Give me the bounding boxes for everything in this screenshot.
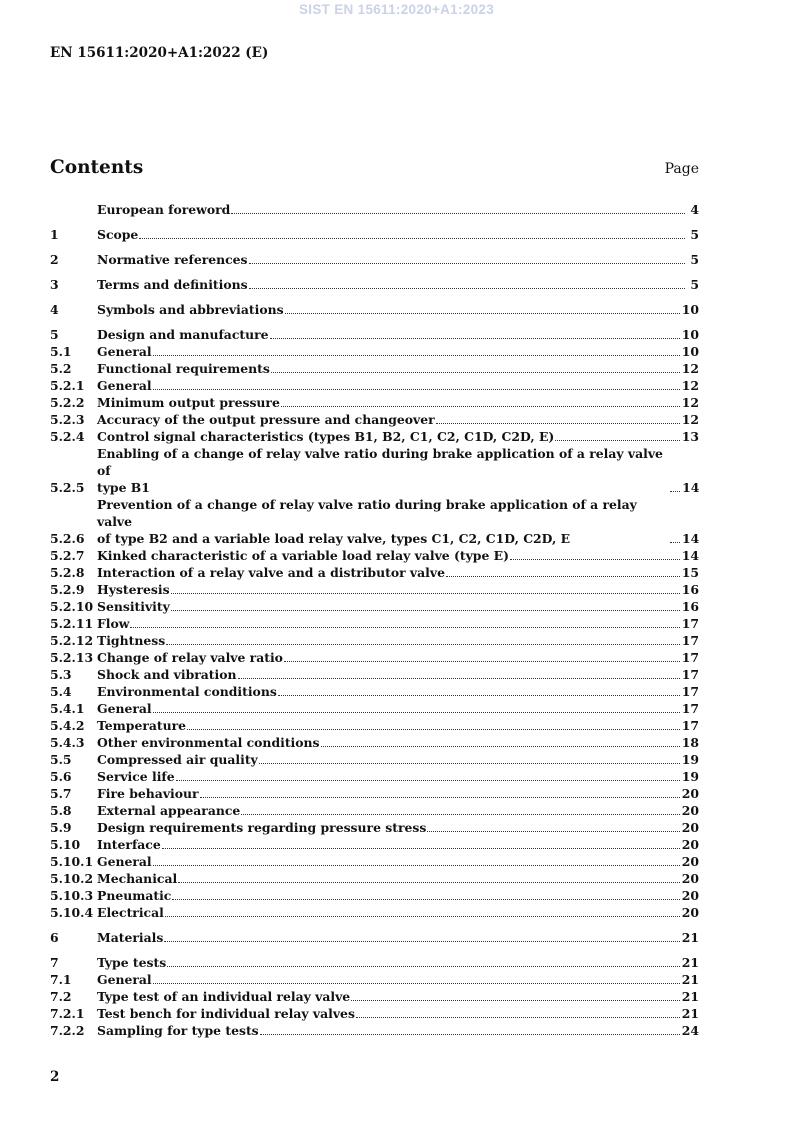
toc-entry-title-line: General: [97, 701, 152, 716]
toc-entry-title: [97, 251, 248, 268]
toc-entry[interactable]: [50, 301, 699, 318]
dot-leader: [178, 882, 680, 883]
toc-entry-page: 16: [681, 599, 699, 614]
dot-leader: [321, 746, 680, 747]
toc-entry[interactable]: [50, 954, 699, 971]
page-column-label: Page: [664, 161, 699, 177]
toc-entry[interactable]: [50, 360, 699, 377]
toc-entry-title-line: Shock and vibration: [97, 667, 237, 682]
watermark: SIST EN 15611:2020+A1:2023: [298, 2, 495, 17]
toc-entry[interactable]: [50, 547, 699, 564]
toc-entry-page: 20: [681, 837, 699, 852]
toc-entry-page: 20: [681, 820, 699, 835]
toc-entry-title-line: Materials: [97, 930, 164, 945]
document-identifier: EN 15611:2020+A1:2022 (E): [50, 45, 269, 61]
toc-entry-number: 5.2.1: [50, 378, 85, 393]
toc-entry-title: [97, 802, 240, 819]
dot-leader: [153, 389, 680, 390]
toc-entry-title: [97, 301, 284, 318]
dot-leader: [260, 1034, 680, 1035]
toc-entry-title-line: Test bench for individual relay valves: [97, 1006, 355, 1021]
toc-entry-page: 15: [681, 565, 699, 580]
dot-leader: [510, 559, 680, 560]
toc-entry-number: 7.2.1: [50, 1006, 85, 1021]
toc-entry[interactable]: [50, 904, 699, 921]
toc-entry-number: 5.4: [50, 684, 72, 699]
toc-entry-title: [97, 201, 230, 218]
toc-entry-number: 5.1: [50, 344, 72, 359]
toc-entry-title: [97, 929, 163, 946]
toc-entry-title: [97, 988, 350, 1005]
toc-entry[interactable]: [50, 598, 699, 615]
toc-entry-title-line: Minimum output pressure: [97, 395, 280, 410]
toc-entry-number: 5.2.8: [50, 565, 85, 580]
toc-entry[interactable]: [50, 1022, 699, 1039]
toc-entry-page: 20: [681, 803, 699, 818]
toc-entry-number: 3: [50, 277, 59, 292]
dot-leader: [555, 440, 679, 441]
toc-entry-title-line: External appearance: [97, 803, 241, 818]
toc-entry-page: 21: [681, 930, 699, 945]
dot-leader: [446, 576, 680, 577]
dot-leader: [153, 712, 680, 713]
toc-entry-number: 5.2.3: [50, 412, 85, 427]
dot-leader: [278, 695, 680, 696]
toc-entry-title-line: Electrical: [97, 905, 164, 920]
toc-entry-title: [97, 1005, 355, 1022]
toc-entry-number: 6: [50, 930, 59, 945]
toc-entry-title-line: Type test of an individual relay valve: [97, 989, 351, 1004]
dot-leader: [153, 865, 680, 866]
toc-entry[interactable]: [50, 201, 699, 218]
toc-entry-number: 1: [50, 227, 59, 242]
toc-entry[interactable]: [50, 785, 699, 802]
toc-entry-number: 5.10.2: [50, 871, 94, 886]
toc-entry-page: 17: [681, 633, 699, 648]
dot-leader: [176, 780, 680, 781]
toc-entry-title-line: Fire behaviour: [97, 786, 199, 801]
toc-entry-title-line: European foreword: [97, 202, 231, 217]
toc-entry-title-line: Flow: [97, 616, 130, 631]
toc-entry-title: [97, 734, 320, 751]
dot-leader: [427, 831, 679, 832]
toc-entry-page: 21: [681, 989, 699, 1004]
footer-page-number: 2: [50, 1069, 60, 1085]
toc-entry-title: [97, 904, 164, 921]
toc-entry-title-line: General: [97, 854, 152, 869]
toc-entry-page: 21: [681, 1006, 699, 1021]
dot-leader: [241, 814, 679, 815]
toc-entry-title: [97, 683, 277, 700]
toc-entry-page: 10: [681, 302, 699, 317]
toc-entry-title-line: Kinked characteristic of a variable load relay valve (type E): [97, 548, 509, 563]
toc-entry[interactable]: [50, 276, 699, 293]
toc-entry-title-line: Type tests: [97, 955, 167, 970]
toc-entry-title-line: Compressed air quality: [97, 752, 258, 767]
toc-entry-title-line: Scope: [97, 227, 139, 242]
dot-leader: [167, 966, 680, 967]
toc-entry-title-line: Prevention of a change of relay valve ratio during brake application of a relay valve: [97, 497, 637, 529]
toc-entry[interactable]: [50, 411, 699, 428]
toc-entry-number: 5.10.3: [50, 888, 94, 903]
dot-leader: [670, 542, 680, 543]
dot-leader: [249, 263, 685, 264]
toc-entry-number: 5.2.10: [50, 599, 94, 614]
toc-entry[interactable]: [50, 343, 699, 360]
dot-leader: [187, 729, 680, 730]
toc-entry[interactable]: [50, 929, 699, 946]
toc-entry-number: 7.1: [50, 972, 72, 987]
toc-entry-number: 2: [50, 252, 59, 267]
toc-entry[interactable]: [50, 887, 699, 904]
toc-entry-title: [97, 954, 166, 971]
toc-entry-title: [97, 276, 248, 293]
toc-entry-number: 5.2.13: [50, 650, 94, 665]
dot-leader: [153, 355, 680, 356]
toc-entry[interactable]: [50, 615, 699, 632]
toc-entry-number: 5.2.9: [50, 582, 85, 597]
toc-entry-page: 12: [681, 395, 699, 410]
toc-entry-title-line: Sensitivity: [97, 599, 170, 614]
toc-entry[interactable]: [50, 326, 699, 343]
toc-entry-title: [97, 428, 554, 445]
toc-entry-number: 5.4.1: [50, 701, 85, 716]
toc-entry[interactable]: [50, 870, 699, 887]
dot-leader: [436, 423, 680, 424]
toc-entry-number: 5.9: [50, 820, 72, 835]
toc-entry-page: 10: [681, 344, 699, 359]
toc-entry-title-line: Temperature: [97, 718, 187, 733]
toc-entry-page: 17: [681, 650, 699, 665]
toc-entry-title-line: of type B2 and a variable load relay valve, types C1, C2, C1D, C2D, E: [97, 531, 571, 546]
dot-leader: [356, 1017, 680, 1018]
toc-entry[interactable]: [50, 751, 699, 768]
toc-entry[interactable]: [50, 428, 699, 445]
toc-entry-title-line: Interface: [97, 837, 161, 852]
toc-entry[interactable]: [50, 226, 699, 243]
toc-entry-number: 5.10.1: [50, 854, 94, 869]
toc-entry-page: 20: [681, 786, 699, 801]
toc-entry-title: [97, 751, 258, 768]
toc-entry[interactable]: [50, 445, 699, 496]
toc-entry-title: [97, 666, 237, 683]
toc-entry-number: 5.8: [50, 803, 72, 818]
toc-entry-title: [97, 971, 152, 988]
toc-entry[interactable]: [50, 768, 699, 785]
toc-entry-title: [97, 1022, 259, 1039]
dot-leader: [271, 372, 680, 373]
dot-leader: [139, 238, 685, 239]
toc-entry-number: 5: [50, 327, 59, 342]
toc-entry-number: 5.4.2: [50, 718, 85, 733]
dot-leader: [238, 678, 680, 679]
toc-entry-page: 5: [690, 252, 699, 267]
toc-entry-title-line: Design requirements regarding pressure stress: [97, 820, 427, 835]
toc-entry-title-line: Design and manufacture: [97, 327, 269, 342]
toc-entry-title: [97, 377, 152, 394]
table-of-contents: [50, 201, 699, 1039]
toc-entry-page: 10: [681, 327, 699, 342]
toc-entry[interactable]: [50, 377, 699, 394]
dot-leader: [231, 213, 685, 214]
toc-entry-title: [97, 768, 175, 785]
toc-entry-title: [97, 581, 170, 598]
toc-entry-page: 19: [681, 769, 699, 784]
toc-entry-number: 5.2.11: [50, 616, 94, 631]
toc-entry[interactable]: [50, 853, 699, 870]
toc-entry[interactable]: [50, 988, 699, 1005]
toc-entry-page: 14: [681, 531, 700, 546]
toc-entry[interactable]: [50, 666, 699, 683]
toc-entry-title: [97, 411, 435, 428]
dot-leader: [172, 899, 679, 900]
toc-entry-page: 17: [681, 684, 699, 699]
toc-entry-title-line: Accuracy of the output pressure and changeover: [97, 412, 435, 427]
toc-entry[interactable]: [50, 564, 699, 581]
toc-entry-title-line: Symbols and abbreviations: [97, 302, 284, 317]
toc-entry[interactable]: [50, 496, 699, 547]
toc-entry-number: 7: [50, 955, 59, 970]
toc-entry-title: [97, 785, 199, 802]
toc-entry-page: 12: [681, 378, 699, 393]
toc-entry-page: 4: [690, 202, 699, 217]
toc-entry-title: [97, 700, 152, 717]
toc-entry[interactable]: [50, 734, 699, 751]
toc-entry[interactable]: [50, 700, 699, 717]
toc-entry-title: [97, 394, 280, 411]
toc-entry-title: [97, 887, 171, 904]
toc-entry-title: [97, 326, 269, 343]
toc-entry-title: [97, 649, 283, 666]
toc-entry-title-line: Normative references: [97, 252, 248, 267]
toc-entry-title-line: type B1: [97, 480, 150, 495]
toc-entry-page: 17: [681, 718, 699, 733]
toc-entry[interactable]: [50, 971, 699, 988]
toc-entry-title-line: Sampling for type tests: [97, 1023, 259, 1038]
toc-entry-page: 5: [690, 227, 699, 242]
dot-leader: [130, 627, 679, 628]
toc-entry-title: [97, 870, 177, 887]
dot-leader: [670, 491, 680, 492]
dot-leader: [270, 338, 680, 339]
toc-entry[interactable]: [50, 683, 699, 700]
toc-entry-page: 14: [682, 480, 700, 495]
dot-leader: [284, 661, 680, 662]
toc-entry-title-line: Terms and definitions: [97, 277, 248, 292]
toc-entry[interactable]: [50, 649, 699, 666]
toc-entry-title-line: Pneumatic: [97, 888, 172, 903]
toc-entry-page: 20: [681, 871, 699, 886]
toc-entry-title-line: Control signal characteristics (types B1, B2, C1, C2, C1D, C2D, E): [97, 429, 555, 444]
toc-entry-title-line: General: [97, 972, 152, 987]
toc-entry-page: 12: [681, 412, 699, 427]
toc-entry-number: 5.4.3: [50, 735, 85, 750]
dot-leader: [166, 644, 680, 645]
toc-entry-title-line: Change of relay valve ratio: [97, 650, 283, 665]
toc-entry-number: 5.5: [50, 752, 72, 767]
dot-leader: [259, 763, 680, 764]
dot-leader: [165, 916, 680, 917]
toc-entry[interactable]: [50, 394, 699, 411]
toc-entry-title: [97, 445, 669, 496]
toc-entry[interactable]: [50, 1005, 699, 1022]
toc-entry-title: [97, 717, 186, 734]
dot-leader: [200, 797, 680, 798]
toc-entry-number: 5.2.7: [50, 548, 85, 563]
toc-entry-number: 5.2: [50, 361, 72, 376]
toc-entry-title-line: General: [97, 344, 152, 359]
toc-entry-number: 5.6: [50, 769, 72, 784]
toc-entry-title: [97, 547, 509, 564]
toc-entry-title: [97, 615, 129, 632]
toc-entry[interactable]: [50, 802, 699, 819]
toc-entry-number: 4: [50, 302, 59, 317]
toc-entry-title: [97, 853, 152, 870]
toc-entry-number: 5.2.12: [50, 633, 94, 648]
toc-entry-title: [97, 598, 170, 615]
dot-leader: [285, 313, 680, 314]
toc-entry-number: 5.2.2: [50, 395, 85, 410]
dot-leader: [153, 983, 680, 984]
toc-entry-number: 7.2: [50, 989, 72, 1004]
toc-entry-title: [97, 496, 669, 547]
toc-entry-title-line: General: [97, 378, 152, 393]
toc-entry-page: 19: [681, 752, 699, 767]
toc-entry-page: 17: [681, 667, 699, 682]
toc-entry-title-line: Functional requirements: [97, 361, 270, 376]
toc-entry[interactable]: [50, 251, 699, 268]
toc-entry-title: [97, 819, 426, 836]
dot-leader: [171, 610, 680, 611]
dot-leader: [162, 848, 680, 849]
toc-entry-page: 20: [681, 905, 699, 920]
dot-leader: [249, 288, 685, 289]
toc-entry-page: 20: [681, 888, 699, 903]
toc-entry-number: 5.7: [50, 786, 72, 801]
toc-entry-title: [97, 632, 165, 649]
toc-entry-title-line: Environmental conditions: [97, 684, 277, 699]
toc-entry-page: 18: [681, 735, 699, 750]
toc-entry-page: 5: [690, 277, 699, 292]
toc-entry-title-line: Mechanical: [97, 871, 178, 886]
toc-entry-page: 17: [681, 616, 699, 631]
toc-entry-title-line: Other environmental conditions: [97, 735, 320, 750]
contents-heading-row: [50, 157, 699, 178]
toc-entry-page: 14: [681, 548, 699, 563]
toc-entry-page: 13: [681, 429, 699, 444]
toc-entry-title: [97, 343, 152, 360]
toc-entry-title-line: Hysteresis: [97, 582, 170, 597]
toc-entry-number: 5.3: [50, 667, 72, 682]
toc-entry-number: 5.10: [50, 837, 81, 852]
toc-entry-title-line: Service life: [97, 769, 175, 784]
toc-entry-title-line: Enabling of a change of relay valve ratio during brake application of a relay valve of: [97, 446, 663, 478]
toc-entry-page: 17: [681, 701, 699, 716]
toc-entry[interactable]: [50, 836, 699, 853]
dot-leader: [351, 1000, 680, 1001]
toc-entry[interactable]: [50, 581, 699, 598]
toc-entry-number: 5.2.4: [50, 429, 85, 444]
toc-entry-title: [97, 226, 138, 243]
dot-leader: [171, 593, 680, 594]
toc-entry-number: 5.2.5: [50, 480, 85, 495]
toc-entry-page: 21: [681, 972, 699, 987]
toc-entry-page: 12: [681, 361, 699, 376]
toc-entry-title: [97, 564, 445, 581]
toc-entry-title-line: Tightness: [97, 633, 166, 648]
toc-entry[interactable]: [50, 632, 699, 649]
toc-entry-title-line: Interaction of a relay valve and a distributor valve: [97, 565, 445, 580]
toc-entry-page: 20: [681, 854, 699, 869]
toc-entry-title: [97, 836, 161, 853]
dot-leader: [164, 941, 679, 942]
toc-entry-page: 21: [681, 955, 699, 970]
toc-entry[interactable]: [50, 819, 699, 836]
toc-entry-page: 16: [681, 582, 699, 597]
toc-entry-page: 24: [681, 1023, 699, 1038]
contents-title: Contents: [50, 157, 144, 178]
toc-entry-number: 7.2.2: [50, 1023, 85, 1038]
dot-leader: [281, 406, 680, 407]
toc-entry-title: [97, 360, 270, 377]
toc-entry-number: 5.10.4: [50, 905, 94, 920]
toc-entry-number: 5.2.6: [50, 531, 85, 546]
toc-entry[interactable]: [50, 717, 699, 734]
